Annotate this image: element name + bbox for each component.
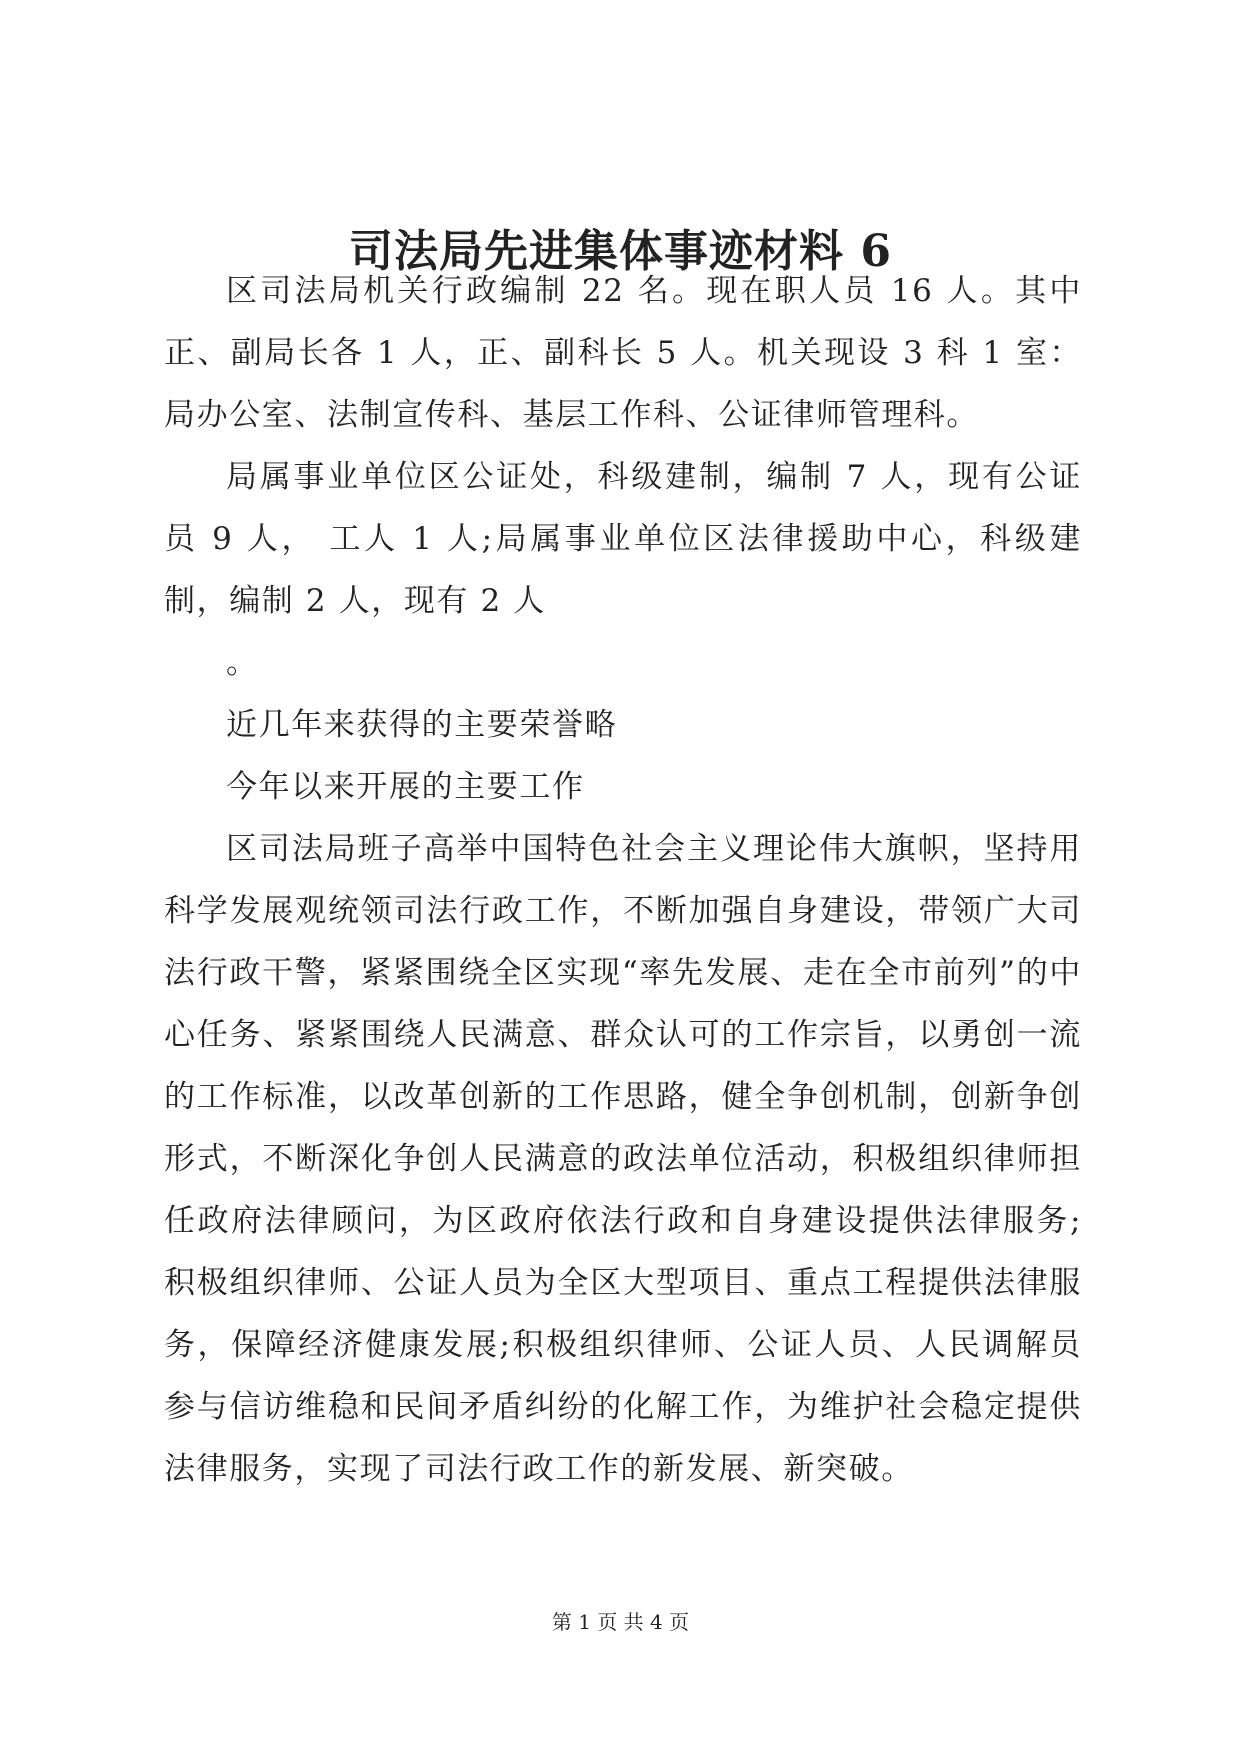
paragraph-work-details: 区司法局班子高举中国特色社会主义理论伟大旗帜，坚持用科学发展观统领司法行政工作，不断加强自身建设，带领广大司法行政干警，紧紧围绕全区实现“率先发展、走在全市前列”的中心任务、紧紧围绕人民满意、群众认可的工作宗旨，以勇创一流的工作标准，以改革创新的工作思路，健全争创机制，创新争创形式，不断深化争创人民满意的政法单位活动，积极组织律师担任政府法律顾问，为区政府依法行政和自身建设提供法律服务;积极组织律师、公证人员为全区大型项目、重点工程提供法律服务，保障经济健康发展;积极组织律师、公证人员、人民调解员参与信访维稳和民间矛盾纠纷的化解工作，为维护社会稳定提供法律服务，实现了司法行政工作的新发展、新突破。 [164, 831, 1082, 1487]
paragraph-main-work: 今年以来开展的主要工作 [226, 769, 585, 805]
document-body [164, 260, 1082, 1500]
page-number-footer: 第 1 页 共 4 页 [551, 1610, 690, 1634]
document-title: 司法局先进集体事迹材料 6 [349, 226, 892, 277]
paragraph-staffing: 区司法局机关行政编制 22 名。现在职人员 16 人。其中正、副局长各 1 人，正、副科长 5 人。机关现设 3 科 1 室：局办公室、法制宣传科、基层工作科、公证律师管理科。 [164, 273, 1082, 433]
paragraph-period: 。 [226, 645, 259, 681]
paragraph-affiliated-units: 局属事业单位区公证处，科级建制，编制 7 人，现有公证员 9 人， 工人 1 人;局属事业单位区法律援助中心，科级建制，编制 2 人，现有 2 人 [164, 459, 1082, 619]
paragraph-honors: 近几年来获得的主要荣誉略 [226, 707, 618, 743]
